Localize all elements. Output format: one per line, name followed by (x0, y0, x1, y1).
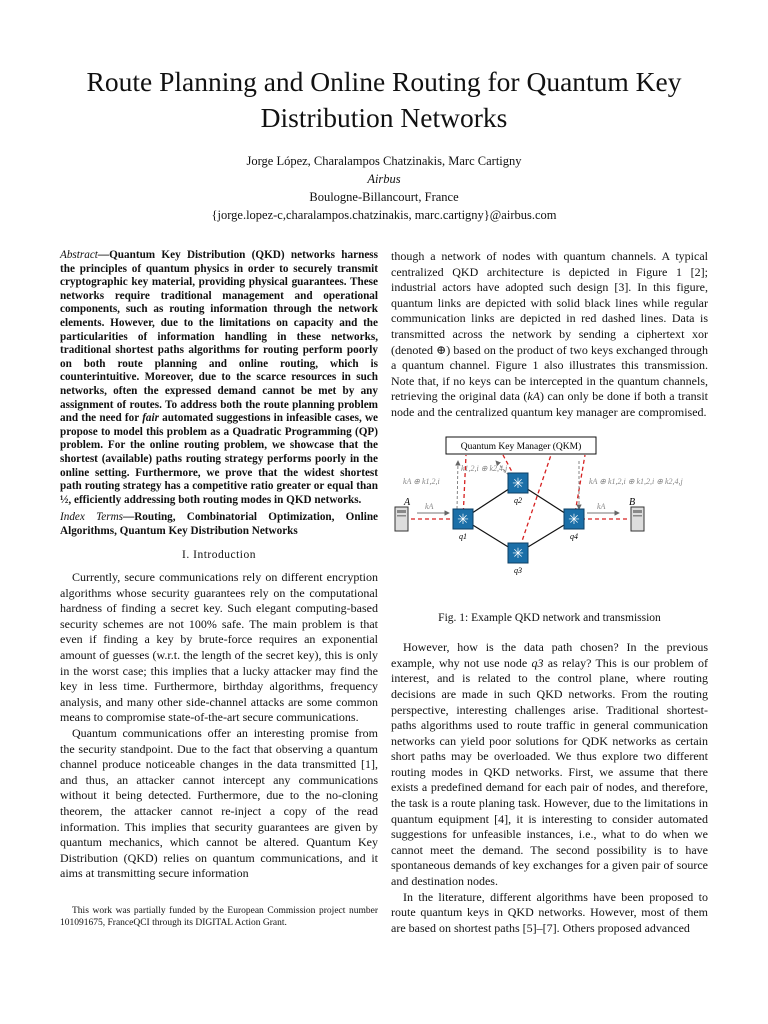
figure-caption: Fig. 1: Example QKD network and transmission (438, 611, 661, 624)
edge-label-ka-left: kA (425, 501, 434, 511)
endpoint-a-computer-icon (395, 507, 408, 531)
node-label-q4: q4 (570, 531, 578, 541)
endpoint-b-computer-icon (631, 507, 644, 531)
right-p1-text-a: though a network of nodes with quantum channels. A typical centralized QKD architecture is depicted in Figure 1 [2]; industrial actors have adopted such design [3]. In this figure, quantum links are depicted with solid black lines while regular communication links are depicted in red dashed lines. Data is transmitted across the network by sending a ciphertext xor (denoted ⊕) based on the product of two keys exchanged through a quantum channel. Figure 1 also illustrates this transmission. Note that, if no keys can be intercepted in the quantum channels, retrieving the original data ( (391, 249, 708, 404)
qkm-label: Quantum Key Manager (QKM) (460, 441, 582, 452)
right-paragraph-1 (391, 249, 708, 421)
abstract (60, 249, 378, 507)
abstract-lead: Abstract (60, 249, 98, 261)
index-terms (60, 511, 378, 538)
right-p1-text-b: ) can only be done if both a transit node and the centralized quantum key manager are compromised. (391, 389, 708, 419)
funding-footnote: This work was partially funded by the European Commission project number 101091675, FranceQCI through its DIGITAL Action Grant. (60, 906, 378, 928)
formula-mid: k1,2,i ⊕ k2,4,j (461, 463, 508, 473)
qkd-network-diagram (391, 435, 708, 605)
node-q2-switch-icon (508, 473, 528, 493)
key-arrow-left (457, 461, 458, 509)
author-names: Jorge López, Charalampos Chatzinakis, Marc Cartigny (246, 154, 522, 168)
var-q3: q3 (531, 655, 544, 670)
formula-left: kA ⊕ k1,2,i (403, 476, 440, 486)
label-b: B (629, 496, 636, 508)
node-q1-switch-icon (453, 509, 473, 529)
affiliation: Airbus (367, 172, 401, 186)
formula-right: kA ⊕ k1,2,i ⊕ k1,2,i ⊕ k2,4,j (589, 476, 683, 486)
left-column (60, 249, 378, 882)
author-block (40, 152, 728, 224)
emails: {jorge.lopez-c,charalampos.chatzinakis, marc.cartigny}@airbus.com (211, 208, 557, 222)
section-heading-introduction: I. Introduction (182, 549, 256, 562)
abstract-text-2: automated suggestions in infeasible cases, we propose to model this problem as a Quadratic Programming (QP) problem. For the online routing problem, we showcase that the shortest (available) paths routing strategy performs poorly in the online setting. Furthermore, we prove that the widest shortest path routing strategy has a competitive ratio greater or equal than ½, efficiently addressing both routing modes in QKD networks. (60, 412, 378, 506)
location: Boulogne-Billancourt, France (309, 190, 459, 204)
abstract-fair: fair (142, 412, 159, 425)
svg-text:✳: ✳ (457, 511, 469, 528)
svg-text:✳: ✳ (512, 475, 524, 492)
svg-text:✳: ✳ (512, 545, 524, 562)
node-q3-switch-icon (508, 543, 528, 563)
abstract-text-1: —Quantum Key Distribution (QKD) networks harness the principles of quantum physics in order to securely transmit cryptographic key material, providing physical guarantees. These networks require traditional management and operational components, such as routing information through the network elements. However, due to the limitations on capacity and the particularities of information handling in these networks, traditional shortest paths algorithms for routing perform poorly on both route planning and online routing, which is counterintuitive. Moreover, due to the scarce resources in such networks, often the expressed demand cannot be met by any assignment of routes. To address both the route planning problem and the need for (60, 249, 378, 425)
classic-link-qkm-q3 (518, 455, 551, 553)
right-paragraph-3: In the literature, different algorithms have been proposed to route quantum keys in QKD networks. However, most of them are based on shortest paths [5]–[7]. Others proposed advanced (391, 889, 708, 935)
right-paragraph-2 (391, 640, 708, 890)
edge-label-ka-right: kA (597, 501, 606, 511)
index-terms-text: —Routing, Combinatorial Optimization, Online Algorithms, Quantum Key Distribution Networks (60, 511, 379, 537)
node-label-q3: q3 (514, 565, 522, 575)
paper-title: Route Planning and Online Routing for Quantum Key Distribution Networks (86, 66, 682, 133)
node-q4-switch-icon (564, 509, 584, 529)
var-ka: kA (527, 389, 540, 404)
figure-1 (391, 435, 708, 605)
svg-text:✳: ✳ (568, 511, 580, 528)
index-terms-lead: Index Terms (60, 511, 124, 524)
right-p2-text-b: as relay? This is our problem of interest, and is related to the control plane, where routing decisions are made in such QKD networks. From the routing perspective, interesting challenges arise. Traditional shortest-paths algorithms used to route traffic in general communication networks can yield poor solutions for QDK networks as certain short paths may be overloaded. We thus explore two different routing modes in QKD networks. First, we assume that there exists a predefined demand for each pair of nodes, and therefore, the task is a route planing task. However, due to the limitations in quantum equipment [4], it is interesting to consider automated suggestions for unfeasible instances, i.e., what to do when we cannot meet the demand. The second possibility is to have spontaneous demands of key exchanges for a given pair of source and destination nodes. (391, 655, 708, 889)
intro-paragraph-1: Currently, secure communications rely on different encryption algorithms whose security guarantees rely on the computational hardness of finding a secret key. Such elegant computing-based security schemes are not 100% safe. The main problem is that even if finding a key by brute-force requires an exponential amount of guesses (w.r.t. the length of the secret key), this is only in the worst case; this implies that a lucky attacker may find the key in less time. Furthermore, birthday algorithms, frequency analysis, and many other side-channel attacks are some common means to compromise state-of-the-art secure communications. (60, 570, 378, 725)
label-a: A (404, 496, 411, 508)
intro-paragraph-2: Quantum communications offer an interesting promise from the security standpoint. Due to the fact that observing a quantum channel produce noticeable changes in the data transmitted [1], and thus, an attacker cannot intercept any communications without it being detected. Furthermore, due to the no-cloning theorem, the attacker cannot re-inject a copy of the read information. This implies that security guarantees are given by quantum mechanics, which cannot be altered. Quantum Key Distribution (QKD) relies on quantum communications, and it aims at transmitting secure information (60, 726, 378, 881)
right-p2-text-a: However, how is the data path chosen? In the previous example, why not use node (391, 640, 708, 670)
right-column (391, 249, 708, 936)
node-label-q1: q1 (459, 531, 467, 541)
node-label-q2: q2 (514, 495, 522, 505)
